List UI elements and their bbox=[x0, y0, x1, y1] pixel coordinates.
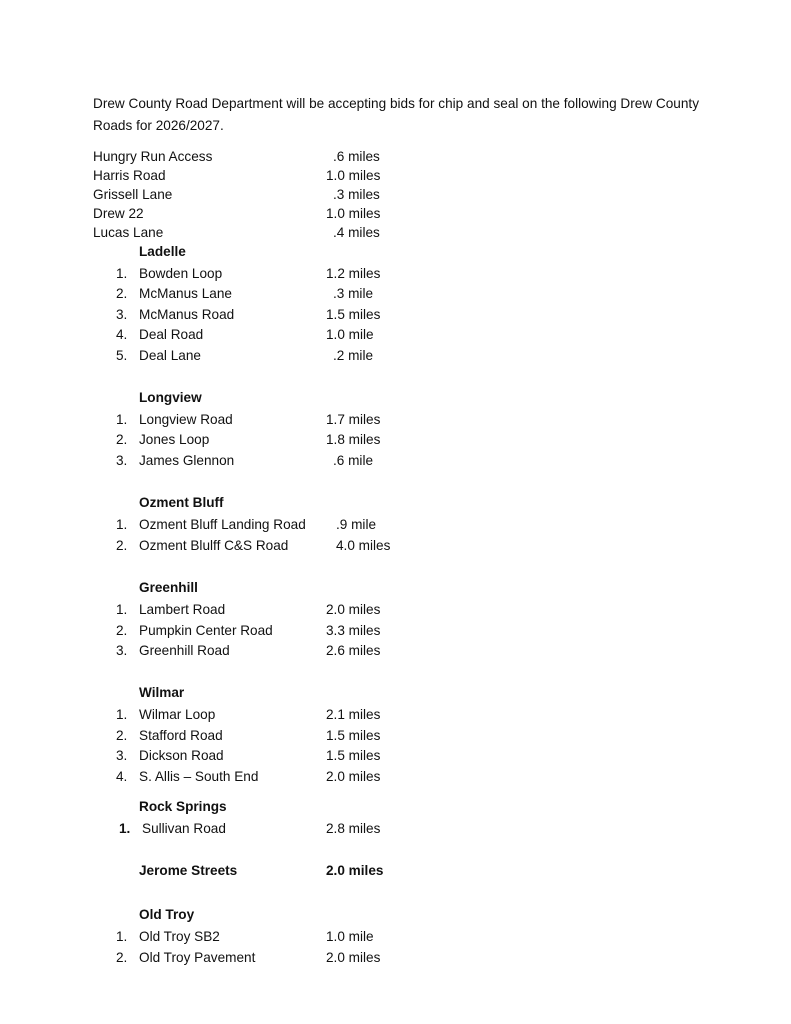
item-length: 1.2 miles bbox=[326, 266, 381, 281]
section-heading: Ozment Bluff bbox=[139, 495, 224, 510]
item-number: 2. bbox=[116, 623, 128, 638]
item-name: Wilmar Loop bbox=[139, 707, 216, 722]
road-name: Hungry Run Access bbox=[93, 149, 213, 164]
road-length: .6 miles bbox=[333, 149, 380, 164]
item-number: 1. bbox=[116, 517, 128, 532]
item-length: 2.0 miles bbox=[326, 602, 381, 617]
item-length: .9 mile bbox=[336, 517, 377, 532]
section-heading-length: 2.0 miles bbox=[326, 863, 384, 878]
item-length: .2 mile bbox=[333, 348, 374, 363]
item-number: 3. bbox=[116, 307, 128, 322]
item-name: Bowden Loop bbox=[139, 266, 223, 281]
item-name: Stafford Road bbox=[139, 728, 223, 743]
item-number: 2. bbox=[116, 728, 128, 743]
item-number: 3. bbox=[116, 643, 128, 658]
item-length: 2.1 miles bbox=[326, 707, 381, 722]
item-number: 1. bbox=[116, 266, 128, 281]
item-number: 4. bbox=[116, 327, 128, 342]
item-number: 2. bbox=[116, 432, 128, 447]
item-length: 1.7 miles bbox=[326, 412, 381, 427]
road-name: Harris Road bbox=[93, 168, 166, 183]
item-name: McManus Road bbox=[139, 307, 235, 322]
item-length: 1.0 mile bbox=[326, 929, 374, 944]
item-length: 2.6 miles bbox=[326, 643, 381, 658]
item-length: 1.8 miles bbox=[326, 432, 381, 447]
section-heading: Wilmar bbox=[139, 685, 185, 700]
item-length: 4.0 miles bbox=[336, 538, 391, 553]
item-name: Jones Loop bbox=[139, 432, 210, 447]
road-length: 1.0 miles bbox=[326, 206, 381, 221]
item-name: Dickson Road bbox=[139, 748, 224, 763]
item-name: James Glennon bbox=[139, 453, 235, 468]
section-heading: Rock Springs bbox=[139, 799, 227, 814]
item-name: S. Allis – South End bbox=[139, 769, 259, 784]
item-name: Pumpkin Center Road bbox=[139, 623, 273, 638]
item-name: Ozment Blulff C&S Road bbox=[139, 538, 289, 553]
item-length: 2.0 miles bbox=[326, 769, 381, 784]
item-number: 5. bbox=[116, 348, 128, 363]
item-number: 2. bbox=[116, 286, 128, 301]
road-length: .4 miles bbox=[333, 225, 380, 240]
item-length: .3 mile bbox=[333, 286, 374, 301]
item-number: 4. bbox=[116, 769, 128, 784]
item-number: 1. bbox=[116, 707, 128, 722]
item-length: 3.3 miles bbox=[326, 623, 381, 638]
item-number: 3. bbox=[116, 453, 128, 468]
road-length: 1.0 miles bbox=[326, 168, 381, 183]
item-name: Deal Road bbox=[139, 327, 204, 342]
item-length: 1.5 miles bbox=[326, 728, 381, 743]
item-number: 1. bbox=[116, 602, 128, 617]
item-number: 2. bbox=[116, 538, 128, 553]
item-length: 2.0 miles bbox=[326, 950, 381, 965]
section-heading: Jerome Streets bbox=[139, 863, 238, 878]
item-name: Longview Road bbox=[139, 412, 233, 427]
item-length: 2.8 miles bbox=[326, 821, 381, 836]
item-name: Greenhill Road bbox=[139, 643, 230, 658]
item-name: Old Troy Pavement bbox=[139, 950, 256, 965]
item-length: 1.0 mile bbox=[326, 327, 374, 342]
road-name: Grissell Lane bbox=[93, 187, 173, 202]
item-length: 1.5 miles bbox=[326, 307, 381, 322]
section-heading: Greenhill bbox=[139, 580, 198, 595]
road-name: Lucas Lane bbox=[93, 225, 164, 240]
intro-paragraph: Drew County Road Department will be accepting bids for chip and seal on the following Drew County Roads for 2026/2027. bbox=[93, 96, 699, 133]
item-number: 1. bbox=[119, 821, 131, 836]
section-heading: Old Troy bbox=[139, 907, 195, 922]
item-name: Lambert Road bbox=[139, 602, 226, 617]
item-number: 1. bbox=[116, 929, 128, 944]
item-length: 1.5 miles bbox=[326, 748, 381, 763]
item-name: Ozment Bluff Landing Road bbox=[139, 517, 306, 532]
item-name: Sullivan Road bbox=[142, 821, 226, 836]
item-length: .6 mile bbox=[333, 453, 374, 468]
section-heading: Longview bbox=[139, 390, 202, 405]
item-name: Old Troy SB2 bbox=[139, 929, 220, 944]
item-number: 2. bbox=[116, 950, 128, 965]
section-heading: Ladelle bbox=[139, 244, 186, 259]
road-length: .3 miles bbox=[333, 187, 380, 202]
item-number: 1. bbox=[116, 412, 128, 427]
item-name: McManus Lane bbox=[139, 286, 232, 301]
road-name: Drew 22 bbox=[93, 206, 144, 221]
item-name: Deal Lane bbox=[139, 348, 201, 363]
item-number: 3. bbox=[116, 748, 128, 763]
